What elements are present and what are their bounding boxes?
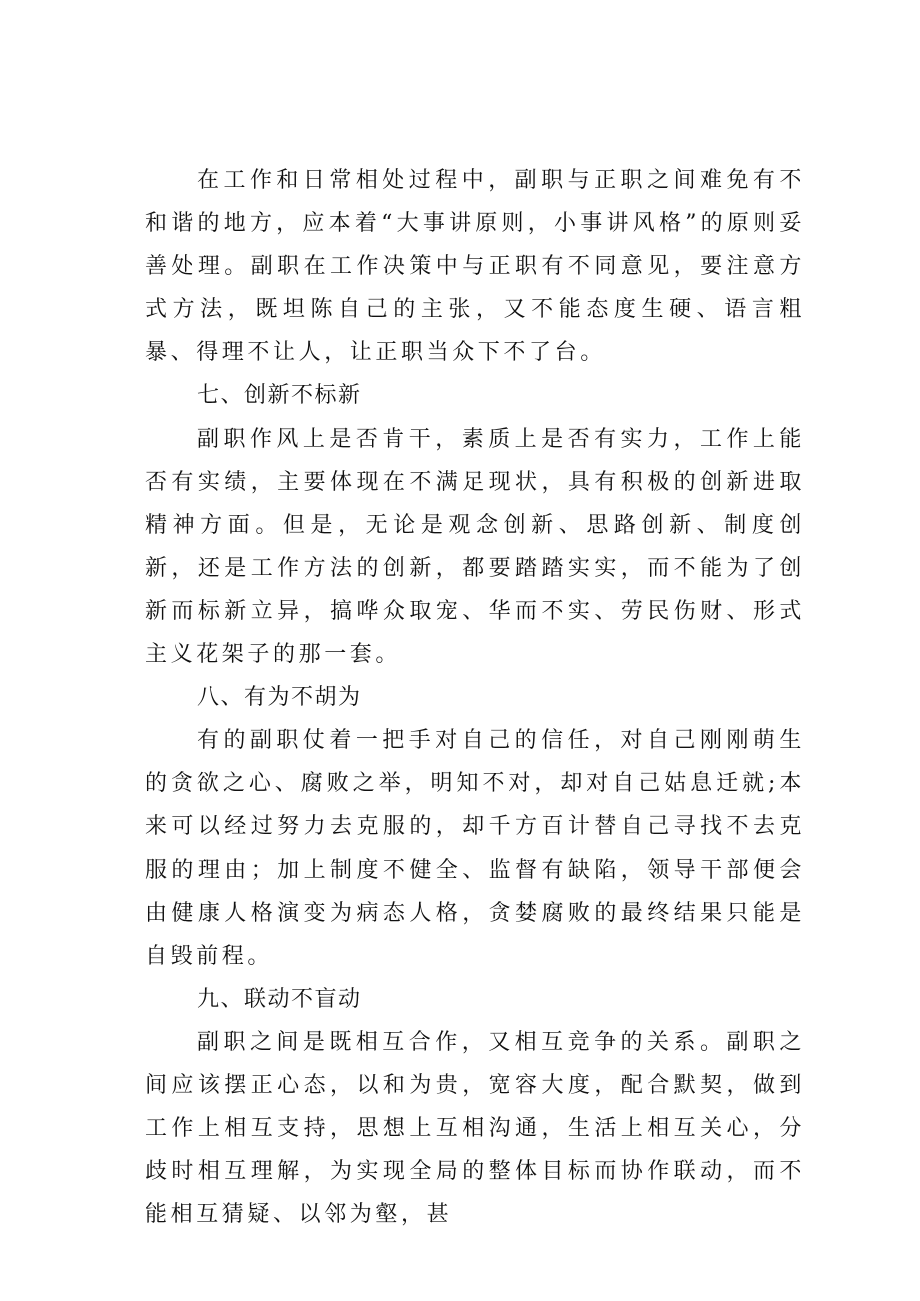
body-paragraph: 副职之间是既相互合作，又相互竞争的关系。副职之间应该摆正心态，以和为贵，宽容大度，配合默契，做到工作上相互支持，思想上互相沟通，生活上相互关心，分歧时相互理解，为实现全局的整体目标而协作联动，而不能相互猜疑、以邻为壑，甚 [145,1029,805,1228]
document-body [145,159,805,1236]
body-paragraph: 副职作风上是否肯干，素质上是否有实力，工作上能否有实绩，主要体现在不满足现状，具有积极的创新进取精神方面。但是，无论是观念创新、思路创新、制度创新，还是工作方法的创新，都要踏踏实实，而不能为了创新而标新立异，搞哗众取宠、华而不实、劳民伤财、形式主义花架子的那一套。 [145,426,805,668]
section-heading: 七、创新不标新 [197,383,362,409]
body-paragraph: 在工作和日常相处过程中，副职与正职之间难免有不和谐的地方，应本着“大事讲原则，小事讲风格”的原则妥善处理。副职在工作决策中与正职有不同意见，要注意方式方法，既坦陈自己的主张，又不能态度生硬、语言粗暴、得理不让人，让正职当众下不了台。 [145,168,805,366]
body-paragraph: 有的副职仗着一把手对自己的信任，对自己刚刚萌生的贪欲之心、腐败之举，明知不对，却对自己姑息迁就;本来可以经过努力去克服的，却千方百计替自己寻找不去克服的理由；加上制度不健全、监督有缺陷，领导干部便会由健康人格演变为病态人格，贪婪腐败的最终结果只能是自毁前程。 [145,728,805,969]
section-heading: 八、有为不胡为 [197,685,362,711]
section-heading: 九、联动不盲动 [197,986,362,1012]
